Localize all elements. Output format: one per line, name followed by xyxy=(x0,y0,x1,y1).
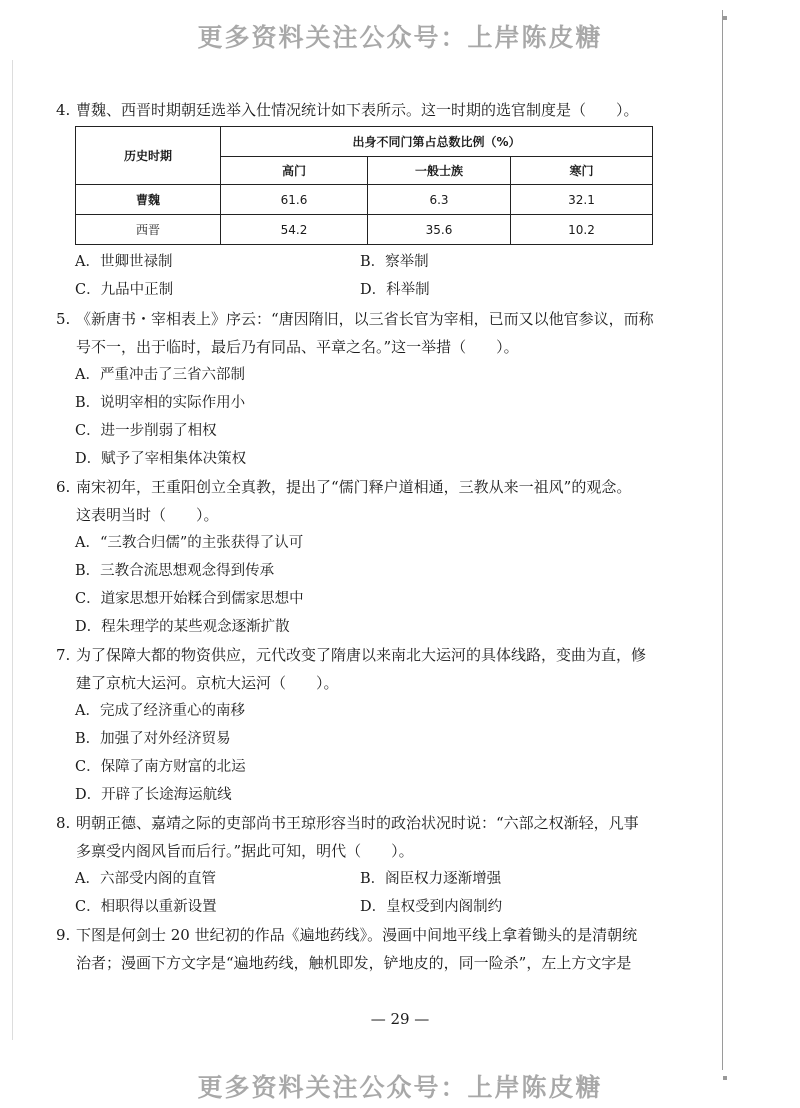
watermark-top: 更多资料关注公众号：上岸陈皮糖 xyxy=(197,23,603,52)
q4-stats-table xyxy=(75,126,653,245)
table-cell-period: 西晋 xyxy=(76,215,221,245)
q6-stem-line2: 这表明当时（ ）。 xyxy=(76,506,219,524)
q8-option-b[interactable]: B．阁臣权力逐渐增强 xyxy=(360,871,502,887)
q9-text-1: 下图是何剑士 20 世纪初的作品《遍地药线》。漫画中间地平线上拿着锄头的是清朝统 xyxy=(76,926,638,944)
table-row xyxy=(76,185,653,215)
q7-option-c[interactable]: C．保障了南方财富的北运 xyxy=(75,759,246,775)
q7-option-b[interactable]: B．加强了对外经济贸易 xyxy=(75,731,231,747)
q4-number: 4. xyxy=(56,101,71,119)
table-cell: 35.6 xyxy=(368,215,511,245)
table-subheader: 高门 xyxy=(221,157,368,185)
table-cell-period: 曹魏 xyxy=(76,185,221,215)
q8-option-a[interactable]: A．六部受内阁的直管 xyxy=(75,871,216,887)
q4-text: 曹魏、西晋时期朝廷选举入仕情况统计如下表所示。这一时期的选官制度是（ ）。 xyxy=(76,101,639,119)
page-number: — 29 — xyxy=(370,1010,430,1028)
q7-text-1: 为了保障大都的物资供应，元代改变了隋唐以来南北大运河的具体线路，变曲为直，修 xyxy=(76,646,647,664)
q8-number: 8. xyxy=(56,814,71,832)
q8-option-d[interactable]: D．皇权受到内阁制约 xyxy=(360,899,503,915)
table-header-period: 历史时期 xyxy=(76,127,221,185)
q5-stem-line2: 号不一，出于临时，最后乃有同品、平章之名。”这一举措（ ）。 xyxy=(76,338,519,356)
table-cell: 54.2 xyxy=(221,215,368,245)
table-header-group: 出身不同门第占总数比例（%） xyxy=(221,127,653,157)
q6-option-a[interactable]: A．“三教合归儒”的主张获得了认可 xyxy=(75,535,304,551)
q8-stem-line2: 多禀受内阁风旨而后行。”据此可知，明代（ ）。 xyxy=(76,842,414,860)
table-cell: 10.2 xyxy=(511,215,653,245)
left-margin-line xyxy=(12,60,13,1040)
q6-number: 6. xyxy=(56,478,71,496)
q6-option-b[interactable]: B．三教合流思想观念得到传承 xyxy=(75,563,275,579)
page-fold-line xyxy=(722,10,723,1070)
q7-stem-line2: 建了京杭大运河。京杭大运河（ ）。 xyxy=(76,674,339,692)
watermark-bottom: 更多资料关注公众号：上岸陈皮糖 xyxy=(197,1073,603,1102)
q4-option-a[interactable]: A．世卿世禄制 xyxy=(75,254,173,270)
q9-stem-line1 xyxy=(56,925,637,945)
q8-stem-line1 xyxy=(56,813,639,833)
q5-option-c[interactable]: C．进一步削弱了相权 xyxy=(75,423,217,439)
table-cell: 61.6 xyxy=(221,185,368,215)
q5-option-d[interactable]: D．赋予了宰相集体决策权 xyxy=(75,451,247,467)
q4-option-c[interactable]: C．九品中正制 xyxy=(75,282,174,298)
q7-option-d[interactable]: D．开辟了长途海运航线 xyxy=(75,787,232,803)
q5-stem-line1 xyxy=(56,309,654,329)
q6-stem-line1 xyxy=(56,477,631,497)
q4-option-b[interactable]: B．察举制 xyxy=(360,254,429,270)
q5-text-1: 《新唐书・宰相表上》序云：“唐因隋旧，以三省长官为宰相，已而又以他官参议，而称 xyxy=(76,310,654,328)
q7-option-a[interactable]: A．完成了经济重心的南移 xyxy=(75,703,245,719)
q7-stem-line1 xyxy=(56,645,646,665)
q4-stem xyxy=(56,100,639,120)
table-subheader: 寒门 xyxy=(511,157,653,185)
q6-option-d[interactable]: D．程朱理学的某些观念逐渐扩散 xyxy=(75,619,290,635)
q9-number: 9. xyxy=(56,926,71,944)
q6-text-1: 南宋初年，王重阳创立全真教，提出了“儒门释户道相通，三教从来一祖风”的观念。 xyxy=(76,478,632,496)
table-cell: 32.1 xyxy=(511,185,653,215)
q5-number: 5. xyxy=(56,310,71,328)
q6-option-c[interactable]: C．道家思想开始糅合到儒家思想中 xyxy=(75,591,304,607)
q7-number: 7. xyxy=(56,646,71,664)
q8-option-c[interactable]: C．相职得以重新设置 xyxy=(75,899,217,915)
table-cell: 6.3 xyxy=(368,185,511,215)
table-subheader: 一般士族 xyxy=(368,157,511,185)
q8-text-1: 明朝正德、嘉靖之际的吏部尚书王琼形容当时的政治状况时说：“六部之权渐轻，凡事 xyxy=(76,814,639,832)
q5-option-b[interactable]: B．说明宰相的实际作用小 xyxy=(75,395,246,411)
q4-option-d[interactable]: D．科举制 xyxy=(360,282,430,298)
table-row xyxy=(76,215,653,245)
q5-option-a[interactable]: A．严重冲击了三省六部制 xyxy=(75,367,245,383)
q9-stem-line2: 治者；漫画下方文字是“遍地药线，触机即发，铲地皮的，同一险杀”，左上方文字是 xyxy=(76,954,632,972)
